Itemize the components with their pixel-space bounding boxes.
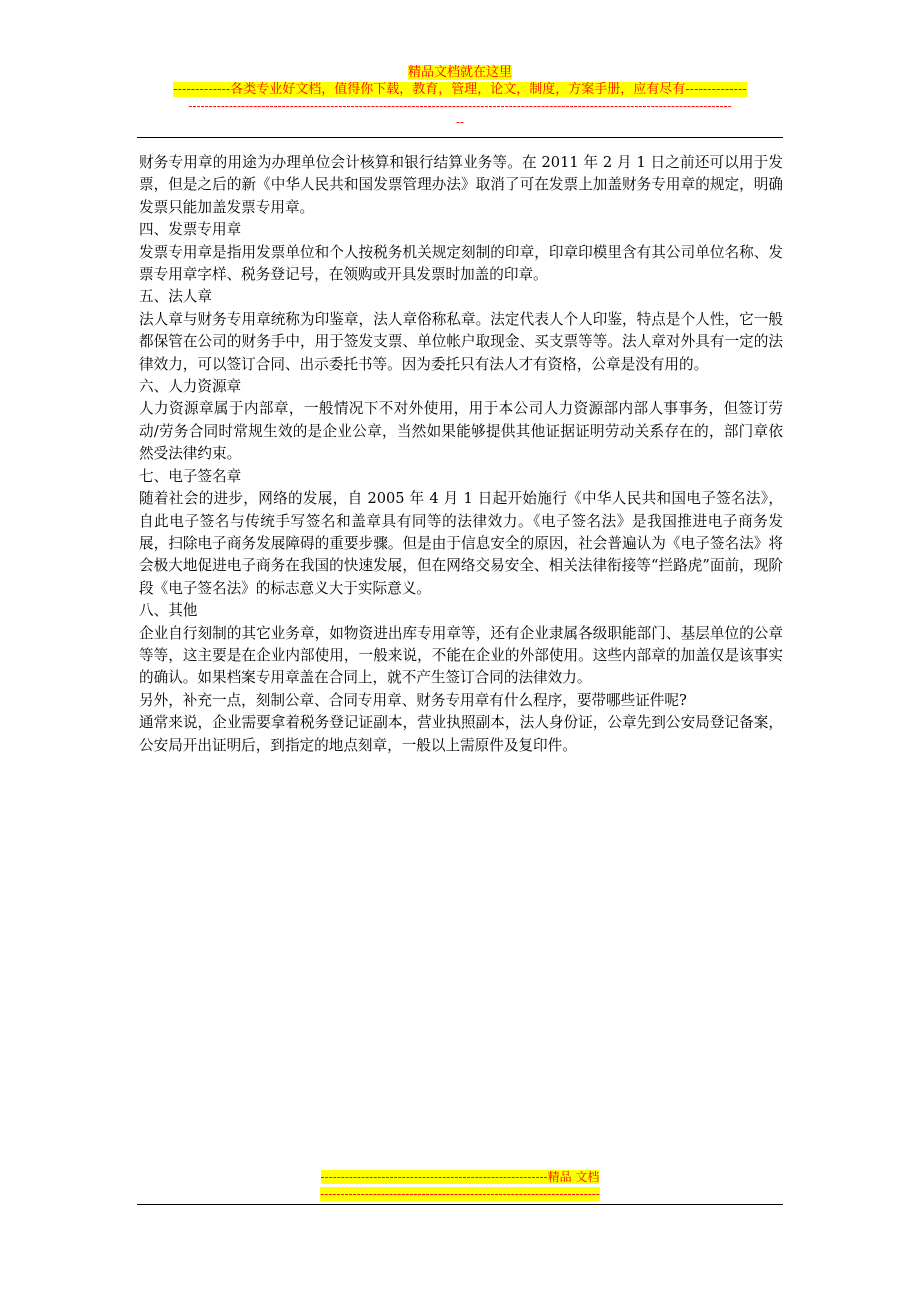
header-dashes-tail: -- [455,115,465,129]
footer-divider [137,1204,783,1205]
body-paragraph: 企业自行刻制的其它业务章，如物资进出库专用章等，还有企业隶属各级职能部门、基层单位的公章等等，这主要是在企业内部使用，一般来说，不能在企业的外部使用。这些内部章的加盖仅是该事实的确认。如果档案专用章盖在合同上，就不产生签订合同的法律效力。 [139,624,783,687]
section-heading-invoice-seal: 四、发票专用章 [139,221,242,239]
page-header [137,64,783,129]
body-paragraph: 通常来说，企业需要拿着税务登记证副本，营业执照副本，法人身份证，公章先到公安局登记备案，公安局开出证明后，到指定的地点刻章，一般以上需原件及复印件。 [139,714,783,754]
section-heading-other: 八、其他 [139,602,198,620]
body-paragraph: 人力资源章属于内部章，一般情况下不对外使用，用于本公司人力资源部内部人事事务，但签订劳动/劳务合同时常规生效的是企业公章，当然如果能够提供其他证据证明劳动关系存在的，部门章依然受法律约束。 [139,400,783,463]
header-tagline-line [137,81,783,98]
body-paragraph: 法人章与财务专用章统称为印鉴章，法人章俗称私章。法定代表人个人印鉴，特点是个人性，它一般都保管在公司的财务手中，用于签发支票、单位帐户取现金、买支票等等。法人章对外具有一定的法律效力，可以签订合同、出示委托书等。因为委托只有法人才有资格，公章是没有用的。 [139,310,783,373]
body-paragraph: 随着社会的进步，网络的发展，自 2005 年 4 月 1 日起开始施行《中华人民共和国电子签名法》，自此电子签名与传统手写签名和盖章具有同等的法律效力。《电子签名法》是我国推进电子商务发展，扫除电子商务发展障碍的重要步骤。但是由于信息安全的原因，社会普遍认为《电子签名法》将会极大地促进电子商务在我国的快速发展，但在网络交易安全、相关法律衔接等“拦路虎”面前，现阶段《电子签名法》的标志意义大于实际意义。 [139,490,783,597]
footer-line-1 [137,1169,783,1186]
header-dashes: -------------------------------------------------------------------------------------------------------------------------------------- [188,99,732,113]
document-body [139,152,783,757]
section-heading-hr-seal: 六、人力资源章 [139,378,242,396]
footer-label: --------------------------------------------------------精品 文档 [320,1170,600,1184]
body-paragraph: 另外，补充一点，刻制公章、合同专用章、财务专用章有什么程序，要带哪些证件呢? [139,691,687,709]
section-heading-e-signature: 七、电子签名章 [139,467,242,485]
page-footer [137,1169,783,1203]
header-title: 精品文档就在这里 [407,65,512,80]
header-title-line [137,64,783,81]
body-paragraph: 财务专用章的用途为办理单位会计核算和银行结算业务等。在 2011 年 2 月 1 日之前还可以用于发票，但是之后的新《中华人民共和国发票管理办法》取消了可在发票上加盖财务专用章的规定，明确发票只能加盖发票专用章。 [139,154,783,216]
section-heading-legal-person-seal: 五、法人章 [139,288,212,306]
body-paragraph: 发票专用章是指用发票单位和个人按税务机关规定刻制的印章，印章印模里含有其公司单位名称、发票专用章字样、税务登记号，在领购或开具发票时加盖的印章。 [139,243,783,284]
footer-line-2 [137,1186,783,1203]
header-tagline: -------------各类专业好文档，值得你下载，教育，管理，论文，制度，方案手册，应有尽有-------------- [173,82,747,97]
header-divider [137,137,783,138]
footer-dashes: --------------------------------------------------------------------- [320,1187,600,1201]
